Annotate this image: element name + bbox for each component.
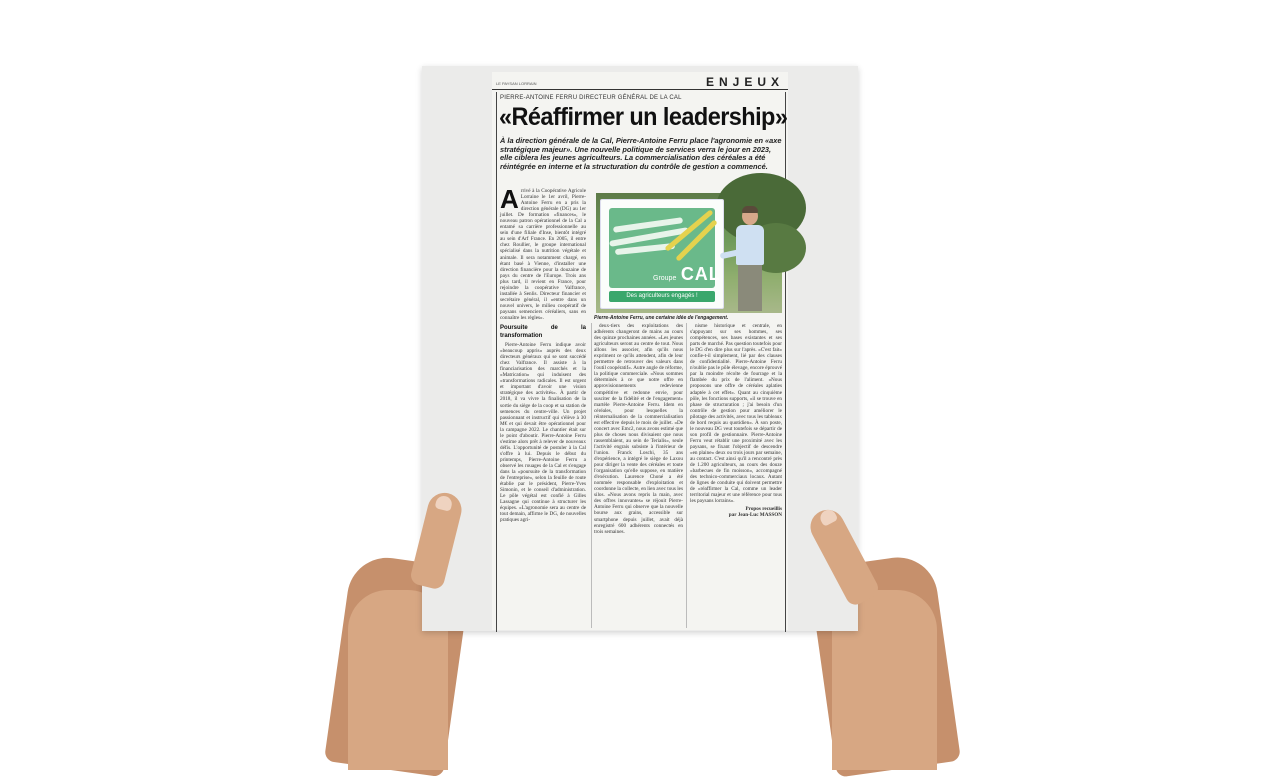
signature-line-2: par Jean-Luc MASSON xyxy=(728,512,782,519)
article-columns xyxy=(497,184,785,632)
article xyxy=(496,92,786,632)
signature-line-1: Propos recueillis xyxy=(745,506,782,513)
page-header xyxy=(494,76,786,90)
article-paragraph: Pierre-Antoine Ferru indique avoir «beaucoup appris» auprès des deux directeurs généraux qui se sont succédé chez Valfrance. Il assiste à la financiarisation des marchés et la «Matrication» qui induisent des «transformations radicales. Il est urgent et important d'avoir une vision stratégique des activités». À partir de 2018, il va vivre la finalisation de la sortie du siège de la coop et sa station de semences du centre-ville. Un projet passionnant et instructif qui s'élève à 30 M€ et qui devait être opérationnel pour la campagne 2022. Le chantier était sur le point d'aboutir. Pierre-Antoine Ferru s'estime alors prêt à relever de nouveaux défis. L'opportunité de postuler à la Cal s'offre à lui. Depuis le début du printemps, Pierre-Antoine Ferru a observé les rouages de la Cal et s'engage dans la «poursuite de la transformation de l'entreprise», selon la feuille de route établie par le président, Pierre-Yves Simonin, et le conseil d'administration. Le pôle végétal est confié à Gilles Lassagne qui continue à structurer les équipes. «L'agronomie sera au centre de tout demain, affirme le DG, de nouvelles pratiques agri- xyxy=(500,342,586,524)
logo-tagline: Des agriculteurs engagés ! xyxy=(609,291,715,302)
section-title: ENJEUX xyxy=(705,75,784,89)
column-rule xyxy=(686,323,687,628)
article-column-2 xyxy=(594,323,683,628)
header-rule xyxy=(492,89,788,90)
logo-group-text: Groupe xyxy=(653,275,677,282)
cal-logo-board xyxy=(600,199,724,309)
photo-caption: Pierre-Antoine Ferru, une certaine idée de l'engagement. xyxy=(594,315,729,321)
drop-cap: A xyxy=(500,184,519,214)
article-kicker: PIERRE-ANTOINE FERRU DIRECTEUR GÉNÉRAL DE LA CAL xyxy=(500,95,682,101)
article-headline: «Réaffirmer un leadership» xyxy=(499,103,788,131)
newspaper-page xyxy=(492,72,788,630)
column-rule xyxy=(591,323,592,628)
article-column-3 xyxy=(690,323,782,628)
person-figure xyxy=(732,205,772,313)
logo-name-text: CAL xyxy=(680,264,721,284)
cal-logo xyxy=(609,208,721,288)
article-paragraph: nisme historique et centrale, en s'appuyant sur ses hommes, ses compétences, ses bases existantes et ses parts de marché. Pas question toutefois pour le DG d'en dire plus sur l'après. «C'est fait» confie-t-il simplement, lié par des clauses de confidentialité. Pierre-Antoine Ferru n'oublie pas le pôle élevage, encore éprouvé par la moindre récolte de fourrage et la flambée du prix de l'aliment. «Nous proposons une offre de céréales aplaties adaptée à cet effet». Quant au cinquième pôle, les fonctions supports, «il se trouve en phase de structuration ; j'ai besoin d'un contrôle de gestion pour améliorer le pilotage des activités, avec tous les tableaux de bord requis au quotidien». À son poste, le nouveau DG veut toutefois se départir de son profil de gestionnaire. Pierre-Antoine Ferru veut rétablir une proximité avec les paysans, se fixant l'objectif de descendre «en plaine» deux ou trois jours par semaine, au contact. C'est ainsi qu'il a rencontré près de 1.200 agriculteurs, au cours des douze «barbecues de fin moisson», accompagné des technico-commerciaux locaux. Autant de lignes de conduite qui doivent permettre de «réaffirmer la Cal, comme un leader territorial majeur et une référence pour tous les paysans lorrains». xyxy=(690,323,782,505)
publication-name: LE PAYSAN LORRAIN xyxy=(496,81,537,86)
article-subhead: Poursuite de la transformation xyxy=(500,325,586,340)
article-signature xyxy=(690,506,782,518)
article-intro: rrivé à la Coopérative Agricole Lorraine le 1er avril, Pierre-Antoine Ferru en a pris la direction générale (DG) au 1er juillet. De formation «finances», le nouveau patron opérationnel de la Cal a entamé sa carrière professionnelle au sein d'une filiale d'Inse, bientôt intégré au sein d'Arf France. En 2005, il entre chez Roullier, le groupe international spécialisé dans la nutrition végétale et animale. Il sera notamment chargé, en étant basé à Vienne, d'installer une direction financière pour la douzaine de pays du centre de l'Europe. Trois ans plus tard, il revient en France, pour rejoindre la coopérative Valfrance, installée à Senlis. Directeur financier et secrétaire général, il «entre dans un nouvel univers, le milieu coopératif de paysans semenciers céréaliers, sans en connaître les règles». xyxy=(500,188,586,321)
article-column-1 xyxy=(500,184,586,628)
article-photo xyxy=(596,193,782,313)
newspaper-sheet xyxy=(422,66,858,631)
article-lead: À la direction générale de la Cal, Pierre-Antoine Ferru place l'agronomie en «axe stratégique majeur». Une nouvelle politique de services verra le jour en 2023, elle ciblera les jeunes agriculteurs. La commercialisation des céréales a été réintégrée en interne et la structuration du contrôle de gestion a commencé. xyxy=(500,136,782,171)
article-paragraph: deux-tiers des exploitations des adhérents changeront de mains au cours des quinze prochaines années. «Les jeunes agriculteurs seront au centre de tout. Nous allons les associer, afin qu'ils nous expriment ce qu'ils attendent, afin de leur permettre de retrouver des valeurs dans l'outil coopératif». Autre angle de réforme, la politique commerciale. «Nous sommes déterminés à ce que notre offre en approvisionnements redevienne compétitive et redonne envie, pour susciter de la fidélité et de l'engagement» martèle Pierre-Antoine Ferru. Idem en céréales, pour lesquelles la réinternalisation de la commercialisation est effective depuis le mois de juillet. «De concert avec Emc2, nous avons estimé que plus de choses nous divisaient que nous rassemblaient, au sein de Terialis», seule l'activité engrais subsiste à l'intérieur de l'union. Franck Loschi, 35 ans d'expérience, a intégré le siège de Laxou pour diriger la vente des céréales et toute l'organisation qu'elle suppose, en matière d'exécution. Laurence Choné a été nommée responsable d'exploitation et coordonne la collecte, en lien avec tous les silos. «Nous avons repris la main, avec des offres innovantes» se réjouit Pierre-Antoine Ferru qui observe que la nouvelle bourse aux grains, accessible sur smartphone depuis juillet, avait déjà enregistré 600 adhérents connectés en trois semaines. xyxy=(594,323,683,535)
